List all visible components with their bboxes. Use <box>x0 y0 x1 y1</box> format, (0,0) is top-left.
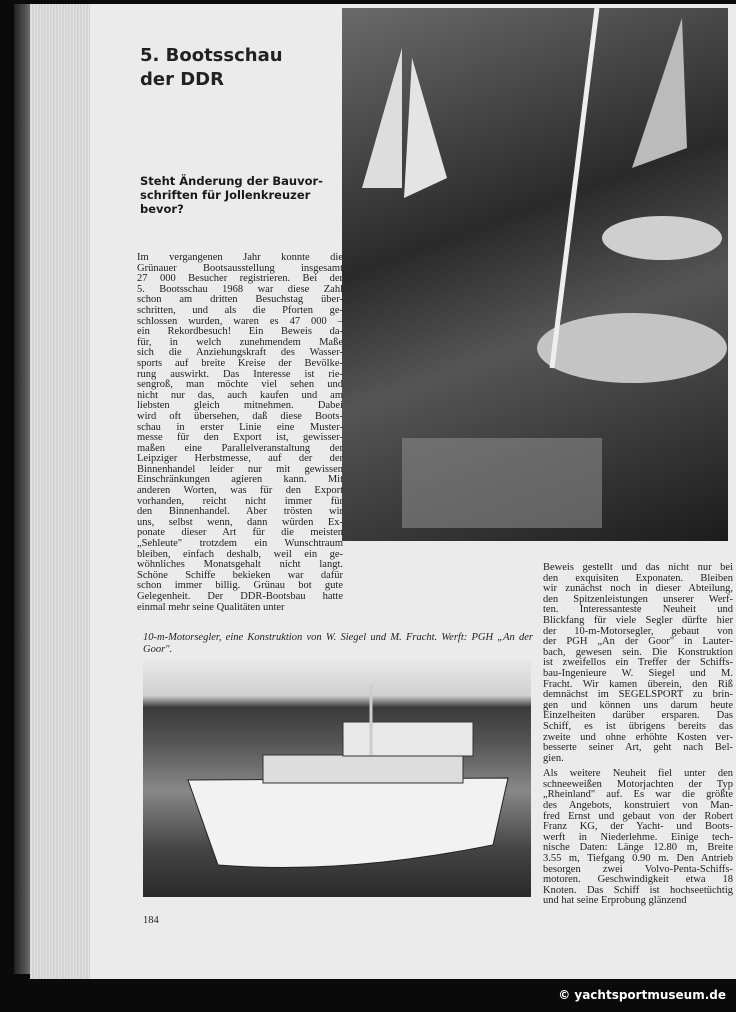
text-line: wöhnliches Monatsgehalt nicht langt. <box>137 559 343 571</box>
text-line: ein Rekordbesuch! Ein Beweis da- <box>137 326 343 338</box>
text-line: messe für den Export ist, gewisser- <box>137 432 343 444</box>
text-line: sports auf breite Kreise der Bevölke- <box>137 357 343 369</box>
text-line: schon am dritten Besuchstag über- <box>137 294 343 306</box>
text-line: Blickfang für viele Segler dürfte hier <box>543 614 733 626</box>
text-line: ten. Interessanteste Neuheit und <box>543 604 733 616</box>
text-line: Knoten. Das Schiff ist hochseetüchtig <box>543 884 733 896</box>
subtitle-line: Steht Änderung der Bauvor- <box>140 174 323 188</box>
text-line: schritten, und als die Pforten ge- <box>137 304 343 316</box>
text-line: zweite und ohne erhöhte Kosten ver- <box>543 731 733 743</box>
watermark: © yachtsportmuseum.de <box>558 988 726 1002</box>
photo-caption: 10-m-Motorsegler, eine Konstruktion von W. Siegel und M. Fracht. Werft: PGH „An der Goor". <box>143 632 533 655</box>
text-line: anderen Worten, was für den Export <box>137 485 343 497</box>
title-line: der DDR <box>140 69 224 90</box>
text-line: Als weitere Neuheit fiel unter den <box>543 768 733 780</box>
text-line: motoren. Geschwindigkeit etwa 18 <box>543 874 733 886</box>
text-line: und hat seine Erprobung glänzend <box>543 895 687 907</box>
text-line: rung auswirkt. Das Interesse ist rie- <box>137 368 343 380</box>
text-line: der 10-m-Motorsegler, gebaut von <box>543 625 733 637</box>
text-line: schon immer billig. Grünau bot gute <box>137 580 343 592</box>
article-title <box>140 44 283 92</box>
text-line: wird oft übersehen, daß diese Boots- <box>137 410 343 422</box>
article-column-left <box>137 253 343 613</box>
text-line: Im vergangenen Jahr konnte die <box>137 252 343 263</box>
motorsailer-photo <box>143 660 531 897</box>
text-line: Gelegenheit. Der DDR-Bootsbau hatte <box>137 591 343 602</box>
text-line: Grünauer Bootsausstellung insgesamt <box>137 262 343 274</box>
text-line: nische Daten: Länge 12.80 m, Breite <box>543 842 733 854</box>
text-line: schneeweißen Motorjachten der Typ <box>543 778 733 790</box>
text-line: gen und können uns darum heute <box>543 699 733 711</box>
article-column-right <box>543 563 733 907</box>
title-line: 5. Bootsschau <box>140 45 283 66</box>
text-line: schlossen wurden, waren es 47 000 – <box>137 315 343 327</box>
text-line: werft in Niederlehme. Einige tech- <box>543 831 733 843</box>
page-edges <box>30 4 90 979</box>
text-line: der PGH „An der Goor" in Lauter- <box>543 636 733 648</box>
text-line: den exquisiten Exponaten. Bleiben <box>543 572 733 584</box>
boat-show-crowd-photo <box>342 8 728 541</box>
text-line: ponate dieser Art für die meisten <box>137 527 343 539</box>
text-line: bau-Ingenieure W. Siegel und M. <box>543 667 733 679</box>
subtitle-line: schriften für Jollenkreuzer <box>140 188 311 202</box>
text-line: sich die Anziehungskraft des Wasser- <box>137 347 343 359</box>
text-line: demnächst im SEGELSPORT zu brin- <box>543 689 733 701</box>
text-line: für, in welch zunehmendem Maße <box>137 336 343 348</box>
article-subtitle <box>140 174 340 216</box>
text-line: Leipziger Herbstmesse, auf der der <box>137 453 343 465</box>
text-line: Schiff, es ist übrigens bereits das <box>543 720 733 732</box>
text-line: bach, gewesen sein. Die Konstruktion <box>543 646 733 658</box>
text-line: wir zunächst noch in dieser Abteilung, <box>543 583 733 595</box>
text-line: gien. <box>543 752 564 764</box>
text-line: 3.55 m, Tiefgang 0.90 m. Den Antrieb <box>543 853 733 865</box>
text-line: des Angebots, konstruiert von Man- <box>543 800 733 812</box>
text-line: Binnenhandel leider nur mit gewissen <box>137 463 343 475</box>
text-line: den Spitzenleistungen unserer Werf- <box>543 593 733 605</box>
text-line: besserte seiner Art, geht nach Bel- <box>543 742 733 754</box>
text-line: uns, selbst wenn, dann würden Ex- <box>137 516 343 528</box>
text-line: Einzelheiten darüber ersparen. Das <box>543 710 733 722</box>
text-line: fred Ernst und gebaut von der Robert <box>543 810 733 822</box>
text-line: 5. Bootsschau 1968 war diese Zahl <box>137 283 343 295</box>
text-line: nicht nur das, auch kaufen und am <box>137 389 343 401</box>
text-line: 27 000 Besucher registrieren. Bei der <box>137 273 343 285</box>
subtitle-line: bevor? <box>140 202 184 216</box>
text-line: den Binnenhandel. Aber trösten wir <box>137 506 343 518</box>
text-line: sengroß, man möchte viel sehen und <box>137 379 343 391</box>
text-line: bleiben, einfach deshalb, weil ein ge- <box>137 548 343 560</box>
text-line: Schöne Schiffe bekieken war dafür <box>137 569 343 581</box>
text-line: Beweis gestellt und das nicht nur bei <box>543 562 733 573</box>
text-line: einmal mehr seine Qualitäten unter <box>137 601 285 613</box>
text-line: Fracht. Wir kamen überein, den Riß <box>543 678 733 690</box>
text-line: schau in erster Linie eine Muster- <box>137 421 343 433</box>
text-line: „Sehleute" trotzdem ein Wunschtraum <box>137 538 343 550</box>
text-line: maßen eine Parallelveranstaltung der <box>137 442 343 454</box>
text-line: ist zweifellos ein Treffer der Schiffs- <box>543 657 733 669</box>
text-line: besorgen zwei Volvo-Penta-Schiffs- <box>543 863 733 875</box>
text-line: vorhanden, reicht nicht immer für <box>137 495 343 507</box>
text-line: Einschränkungen agieren kann. Mit <box>137 474 343 486</box>
text-line: liebsten gleich mitnehmen. Dabei <box>137 400 343 412</box>
text-line: „Rheinland" auf. Es war die größte <box>543 789 733 801</box>
text-line: Franz KG, der Yacht- und Boots- <box>543 821 733 833</box>
page-number: 184 <box>143 915 159 926</box>
